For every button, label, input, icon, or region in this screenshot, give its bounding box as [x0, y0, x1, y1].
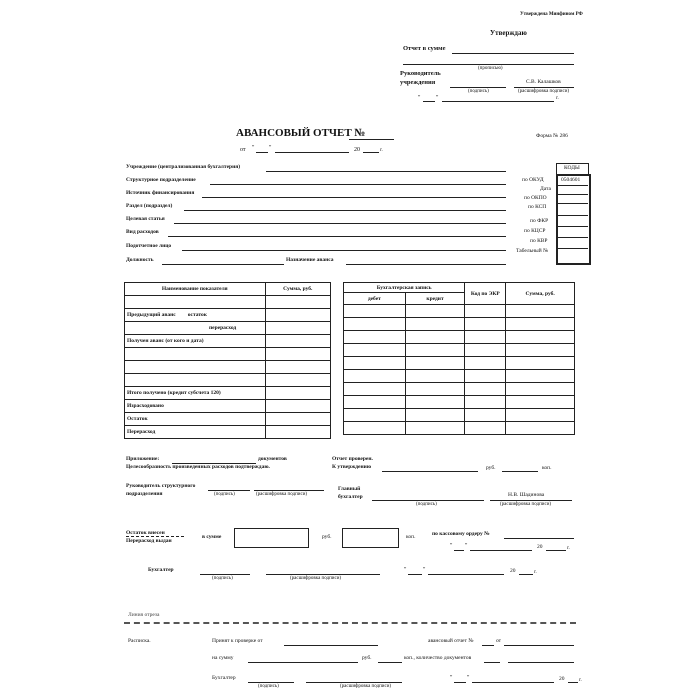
- codes-okud-value: 0504601: [561, 177, 581, 183]
- table-cell[interactable]: [405, 318, 465, 331]
- table-row[interactable]: [344, 357, 406, 370]
- over-label: Перерасход: [125, 426, 266, 439]
- approval-kop-label: коп.: [542, 465, 552, 471]
- chief-name-line: [490, 500, 572, 501]
- field-line-position[interactable]: [162, 264, 284, 265]
- table-cell[interactable]: [405, 422, 465, 435]
- table-cell[interactable]: [465, 409, 506, 422]
- bookkeeper-date-quote-open: ": [404, 567, 407, 573]
- bookkeeper-signature-caption: (подпись): [212, 576, 233, 581]
- table-row[interactable]: [344, 305, 406, 318]
- codes-row-divider: [557, 215, 588, 216]
- bookkeeper-label: Бухгалтер: [148, 567, 174, 573]
- amount-cell[interactable]: [265, 335, 330, 348]
- field-line-struct-unit[interactable]: [210, 184, 506, 185]
- tear-line: [124, 622, 576, 624]
- codes-row-divider: [557, 226, 588, 227]
- amount-cell[interactable]: [265, 361, 330, 374]
- col-header-indicator: Наименование показателя: [125, 283, 266, 296]
- accepted-from-line[interactable]: [284, 645, 378, 646]
- receipt-bookkeeper-signature-line[interactable]: [248, 682, 294, 683]
- bookkeeper-name-line[interactable]: [266, 574, 380, 575]
- header-date-quote-close: ": [436, 95, 439, 101]
- table-cell[interactable]: [405, 396, 465, 409]
- receipt-extra-line[interactable]: [508, 662, 574, 663]
- bookkeeper-signature-line[interactable]: [200, 574, 250, 575]
- head-struct-label-2: подразделения: [126, 491, 163, 497]
- amount-cell[interactable]: [265, 413, 330, 426]
- table-row[interactable]: [344, 331, 406, 344]
- debit-header: дебет: [344, 293, 406, 305]
- head-struct-signature-caption: (подпись): [214, 492, 235, 497]
- accepted-label: Принят к проверке от: [212, 638, 263, 644]
- advance-report-date-line[interactable]: [504, 645, 574, 646]
- table-cell[interactable]: [506, 318, 575, 331]
- head-struct-signature-line[interactable]: [208, 490, 250, 491]
- title-date-from: от: [240, 147, 246, 153]
- amount-cell[interactable]: [265, 387, 330, 400]
- accounting-table: [343, 282, 575, 435]
- title-date-year-field[interactable]: [363, 152, 379, 153]
- head-signature-line[interactable]: [450, 87, 506, 88]
- amount-kop-box[interactable]: [342, 528, 399, 548]
- head-struct-name-line[interactable]: [254, 490, 324, 491]
- approved-by-note: Утверждена Минфином РФ: [520, 12, 583, 17]
- table-cell[interactable]: [405, 370, 465, 383]
- field-label-target-article: Целевая статья: [126, 216, 165, 222]
- table-cell[interactable]: [465, 370, 506, 383]
- table-cell[interactable]: [405, 344, 465, 357]
- table-cell[interactable]: [405, 383, 465, 396]
- amount-cell[interactable]: [265, 426, 330, 439]
- approve-label: Утверждаю: [490, 29, 527, 37]
- balance-label: Остаток: [125, 413, 266, 426]
- field-label-advance-purpose: Назначение аванса: [286, 257, 334, 263]
- table-cell[interactable]: [506, 357, 575, 370]
- table-cell[interactable]: [506, 331, 575, 344]
- title-date-day[interactable]: [256, 152, 268, 153]
- documents-label: документов: [258, 456, 287, 462]
- receipt-bookkeeper-label: Бухгалтер: [212, 675, 236, 681]
- amount-cell[interactable]: [265, 400, 330, 413]
- table-row[interactable]: [344, 344, 406, 357]
- cash-order-date-quote-close: ": [465, 543, 468, 549]
- code-label-okud: по ОКУД: [522, 177, 544, 183]
- field-line-expense-type[interactable]: [168, 236, 506, 237]
- amount-rub-label: руб.: [322, 534, 332, 540]
- head-decoding-caption: (расшифровка подписи): [518, 89, 570, 94]
- receipt-amount-line[interactable]: [248, 662, 358, 663]
- receipt-bookkeeper-name-line[interactable]: [306, 682, 402, 683]
- field-line-accountable-person[interactable]: [182, 250, 506, 251]
- table-cell[interactable]: [506, 305, 575, 318]
- report-number-field[interactable]: [349, 139, 394, 140]
- cash-order-year-field[interactable]: [546, 550, 566, 551]
- table-row[interactable]: [344, 318, 406, 331]
- credit-header: кредит: [405, 293, 465, 305]
- field-label-expense-type: Вид расходов: [126, 229, 159, 235]
- receipt-month[interactable]: [472, 682, 554, 683]
- cash-order-year: 20: [537, 544, 543, 550]
- amount-kop-label: коп.: [406, 534, 416, 540]
- codes-row-divider: [557, 194, 588, 195]
- in-amount-label: в сумме: [202, 534, 222, 540]
- report-in-amount-label: Отчет в сумме: [403, 45, 446, 52]
- field-label-institution: Учреждение (централизованная бухгалтерия): [126, 164, 241, 170]
- prev-advance-label: Предыдущий аванс: [127, 312, 176, 318]
- attachment-label: Приложение:: [126, 456, 160, 462]
- code-label-fkr: по ФКР: [530, 218, 549, 224]
- form-number: Форма № 286: [536, 133, 568, 139]
- cash-order-day[interactable]: [454, 550, 464, 551]
- approval-rub-label: руб.: [486, 465, 496, 471]
- field-label-section: Раздел (подраздел): [126, 203, 173, 209]
- header-year-suffix: г.: [556, 96, 559, 101]
- chief-label: Главный: [338, 486, 361, 492]
- bookkeeper-g: г.: [534, 570, 537, 575]
- chief-decoding-caption: (расшифровка подписи): [500, 502, 552, 507]
- table-row[interactable]: [344, 370, 406, 383]
- amount-cell[interactable]: [265, 348, 330, 361]
- receipt-signature-caption: (подпись): [258, 684, 279, 689]
- receipt-decoding-caption: (расшифровка подписи): [340, 684, 392, 689]
- cash-order-label: по кассовому ордеру №: [432, 531, 490, 537]
- table-row[interactable]: [344, 383, 406, 396]
- report-amount-line-2[interactable]: [403, 64, 574, 65]
- head-label: Руководитель: [400, 70, 441, 77]
- bookkeeper-day[interactable]: [408, 574, 422, 575]
- receipt-date-quote-close: ": [467, 675, 470, 681]
- codes-row-divider: [557, 203, 588, 204]
- field-line-section[interactable]: [184, 210, 506, 211]
- title-date-year: 20: [354, 147, 360, 153]
- cash-order-g: г.: [567, 546, 570, 551]
- amount-cell[interactable]: [265, 309, 330, 322]
- table-cell[interactable]: [506, 370, 575, 383]
- advance-report-from-label: от: [496, 638, 502, 644]
- field-label-funding-source: Источник финансирования: [126, 190, 195, 196]
- ekr-header: Код по ЭКР: [465, 283, 506, 305]
- header-date-quote-open: ": [418, 95, 421, 101]
- chief-name: Н.В. Шадинова: [508, 492, 545, 498]
- header-date-day[interactable]: [423, 101, 435, 102]
- receipt-kop-line[interactable]: [378, 662, 402, 663]
- table-cell[interactable]: [465, 396, 506, 409]
- head-struct-decoding-caption: (расшифровка подписи): [256, 492, 308, 497]
- total-received-label: Итого получено (кредит субсчета 120): [125, 387, 266, 400]
- table-row[interactable]: [344, 409, 406, 422]
- head-name: С.В. Калашков: [526, 79, 561, 85]
- field-label-accountable-person: Подотчетное лицо: [126, 243, 172, 249]
- amount-cell[interactable]: [265, 374, 330, 387]
- receipt-rub-label: руб.: [362, 655, 372, 661]
- table-row: [125, 309, 266, 322]
- code-label-date: Дата: [540, 186, 551, 192]
- strike-remainder: [126, 536, 184, 537]
- table-cell[interactable]: [506, 383, 575, 396]
- bookkeeper-month[interactable]: [428, 574, 504, 575]
- title-date-month[interactable]: [275, 152, 349, 153]
- head-name-line: [514, 87, 574, 88]
- tear-line-label: Линия отреза: [128, 612, 160, 618]
- overspend-issued-label: Перерасход выдан: [126, 538, 172, 544]
- table-row: [125, 348, 266, 361]
- codes-row-divider: [557, 248, 588, 249]
- receipt-doc-count-line[interactable]: [484, 662, 500, 663]
- for-amount-label: на сумму: [212, 655, 234, 661]
- table-row: [125, 361, 266, 374]
- table-cell[interactable]: [465, 318, 506, 331]
- code-label-okpo: по ОКПО: [524, 195, 547, 201]
- amount-cell[interactable]: [265, 322, 330, 335]
- receipt-day[interactable]: [454, 682, 466, 683]
- title-date-g: г.: [380, 148, 383, 153]
- table-cell[interactable]: [465, 331, 506, 344]
- code-label-kcsr: по КЦСР: [524, 228, 546, 234]
- sum-header: Сумма, руб.: [506, 283, 575, 305]
- table-cell[interactable]: [506, 396, 575, 409]
- cash-order-date-quote-open: ": [450, 543, 453, 549]
- purpose-confirmed-text: Целесообразность произведенных расходов подтверждаю.: [126, 464, 270, 470]
- table-cell[interactable]: [506, 409, 575, 422]
- field-line-target-article[interactable]: [174, 223, 506, 224]
- table-cell[interactable]: [465, 383, 506, 396]
- for-approval-label: К утверждению: [332, 464, 372, 470]
- receipt-year-field[interactable]: [568, 682, 578, 683]
- header-date-month-year[interactable]: [442, 101, 554, 102]
- head-signature-caption: (подпись): [468, 89, 489, 94]
- approval-amount-line[interactable]: [382, 471, 478, 472]
- chief-signature-line[interactable]: [372, 500, 484, 501]
- report-checked-label: Отчет проверен.: [332, 456, 373, 462]
- field-line-funding-source[interactable]: [202, 197, 506, 198]
- codes-header: КОДЫ: [564, 165, 580, 171]
- amount-rub-box[interactable]: [234, 528, 309, 548]
- code-label-ksp: по КСП: [528, 204, 547, 210]
- table-cell[interactable]: [506, 422, 575, 435]
- codes-row-divider: [557, 237, 588, 238]
- cash-order-month[interactable]: [470, 550, 532, 551]
- remainder-label: остаток: [187, 312, 207, 318]
- table-cell[interactable]: [465, 344, 506, 357]
- table-row[interactable]: [344, 422, 406, 435]
- bookkeeper-decoding-caption: (расшифровка подписи): [290, 576, 342, 581]
- table-row: [125, 296, 266, 309]
- receipt-g: г.: [579, 678, 582, 683]
- col-header-amount: Сумма, руб.: [265, 283, 330, 296]
- bookkeeper-year: 20: [510, 568, 516, 574]
- title-date-quote-open: ": [252, 145, 255, 151]
- document-title: АВАНСОВЫЙ ОТЧЕТ №: [236, 127, 366, 139]
- table-cell[interactable]: [506, 344, 575, 357]
- table-cell[interactable]: [405, 305, 465, 318]
- code-label-kvr: по КВР: [530, 238, 548, 244]
- table-cell[interactable]: [405, 357, 465, 370]
- field-line-institution[interactable]: [266, 171, 506, 172]
- spent-label: Израсходовано: [125, 400, 266, 413]
- table-row: [125, 374, 266, 387]
- kop-count-label: коп., количество документов: [404, 655, 472, 661]
- field-label-struct-unit: Структурное подразделение: [126, 177, 196, 183]
- table-cell[interactable]: [465, 305, 506, 318]
- table-cell[interactable]: [405, 331, 465, 344]
- field-line-advance-purpose[interactable]: [346, 264, 506, 265]
- table-row[interactable]: [344, 396, 406, 409]
- table-cell[interactable]: [465, 422, 506, 435]
- cash-order-number-line[interactable]: [504, 538, 574, 539]
- receipt-date-quote-open: ": [450, 675, 453, 681]
- codes-row-divider: [557, 185, 588, 186]
- institution-label: учреждения: [400, 79, 436, 86]
- in-words-caption: (прописью): [478, 66, 503, 71]
- indicators-table: [124, 282, 331, 439]
- report-amount-line[interactable]: [452, 53, 574, 54]
- remainder-deposited-label: Остаток внесен: [126, 530, 165, 536]
- amount-cell[interactable]: [265, 296, 330, 309]
- table-cell[interactable]: [405, 409, 465, 422]
- receipt-label: Расписка.: [128, 638, 151, 644]
- field-label-position: Должность: [126, 257, 154, 263]
- code-label-tab-no: Табельный №: [516, 248, 549, 254]
- receipt-year: 20: [559, 676, 565, 682]
- received-label: Получен аванс (от кого и дата): [125, 335, 266, 348]
- accounting-header: Бухгалтерская запись: [344, 283, 465, 293]
- title-date-quote-close: ": [269, 145, 272, 151]
- bookkeeper-year-field[interactable]: [519, 574, 533, 575]
- table-cell[interactable]: [465, 357, 506, 370]
- bookkeeper-date-quote-close: ": [423, 567, 426, 573]
- accountant-label: бухгалтер: [338, 494, 363, 500]
- advance-report-no-line[interactable]: [482, 645, 494, 646]
- codes-column: [556, 174, 591, 265]
- approval-kop-line[interactable]: [502, 471, 538, 472]
- head-struct-label-1: Руководитель структурного: [126, 483, 196, 489]
- overspend-label: перерасход: [125, 322, 266, 335]
- chief-signature-caption: (подпись): [416, 502, 437, 507]
- advance-report-no-label: авансовый отчет №: [428, 638, 474, 644]
